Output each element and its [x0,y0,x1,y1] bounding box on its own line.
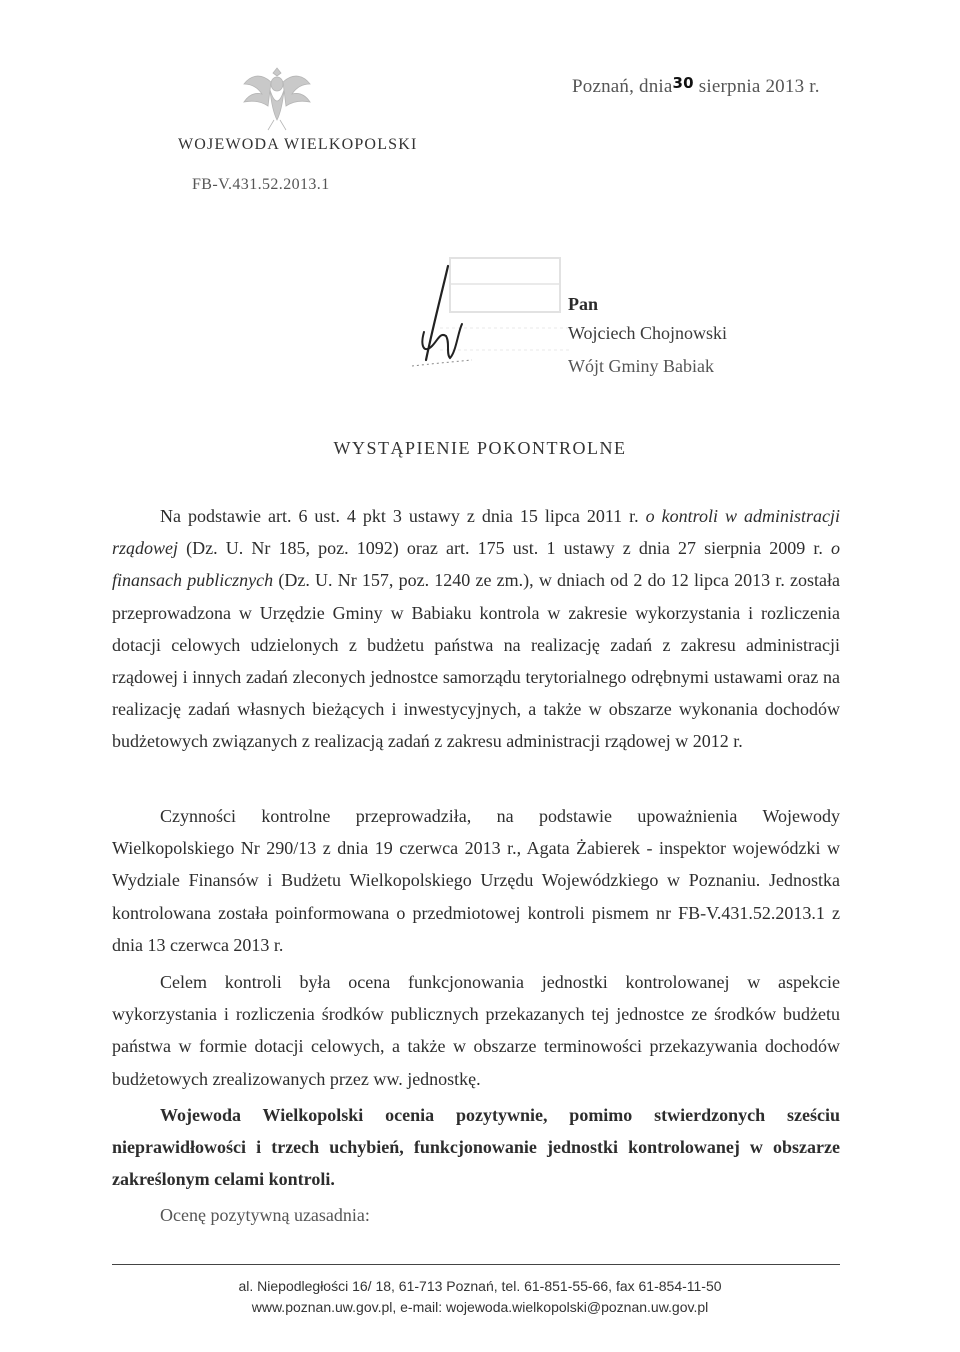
recipient-title: Wójt Gminy Babiak [568,356,714,376]
eagle-emblem-icon [238,62,316,134]
handwritten-initial [406,262,476,372]
handwritten-day: 30 [672,74,694,92]
footer-contact: www.poznan.uw.gov.pl, e-mail: wojewoda.wielkopolski@poznan.uw.gov.pl [251,1299,709,1315]
paragraph-assessment: Wojewoda Wielkopolski ocenia pozytywnie, pomimo stwierdzonych sześciu nieprawidłowości i trzech uchybień, funkcjonowanie jednostki kontrolowanej w obszarze zakreślonym celami kontroli. [112,1105,840,1190]
document-title: WYSTĄPIENIE POKONTROLNE [333,438,627,458]
paragraph-legal-basis: Na podstawie art. 6 ust. 4 pkt 3 ustawy z dnia 15 lipca 2011 r. o kontroli w administracji rządowej (Dz. U. Nr 185, poz. 1092) oraz art. 175 ust. 1 ustawy z dnia 27 sierpnia 2009 r. o finansach publicznych (Dz. U. Nr 157, poz. 1240 ze zm.), w dniach od 2 do 12 lipca 2013 r. została przeprowadzona w Urzędzie Gminy w Babiaku kontrola w zakresie wykorzystania i rozliczenia dotacji celowych udzielonych z budżetu państwa na realizację zadań z zakresu administracji rządowej i innych zadań zleconych jednostce samorządu terytorialnego odrębnymi ustawami oraz na realizację zadań własnych bieżących i inwestycyjnych, a także w obszarze wykonania dochodów budżetowych związanych z realizacją zadań z zakresu administracji rządowej w 2012 r. [112,506,840,752]
recipient-salutation: Pan [568,294,599,314]
issuing-authority: WOJEWODA WIELKOPOLSKI [178,136,418,153]
italic-act-title: o finansach publicznych [112,538,840,591]
footer-divider [112,1264,840,1265]
paragraph-purpose: Celem kontroli była ocena funkcjonowania jednostki kontrolowanej w aspekcie wykorzystania i rozliczenia środków publicznych przekazanych tej jednostce ze środków budżetu państwa w formie dotacji celowych, a także w obszarze terminowości przekazywania dochodów budżetowych zrealizowanych przez ww. jednostkę. [112,972,840,1089]
paragraph-justification-intro: Ocenę pozytywną uzasadnia: [160,1205,370,1225]
reference-number: FB-V.431.52.2013.1 [192,176,330,193]
paragraph-inspector: Czynności kontrolne przeprowadziła, na podstawie upoważnienia Wojewody Wielkopolskiego Nr 290/13 z dnia 19 czerwca 2013 r., Agata Żabierek - inspektor wojewódzki w Wydziale Finansów i Budżetu Wielkopolskiego Urzędu Wojewódzkiego w Poznaniu. Jednostka kontrolowana została poinformowana o przedmiotowej kontroli pismem nr FB-V.431.52.2013.1 z dnia 13 czerwca 2013 r. [112,806,840,955]
footer-address: al. Niepodległości 16/ 18, 61-713 Poznań, tel. 61-851-55-66, fax 61-854-11-50 [238,1278,722,1294]
recipient-name: Wojciech Chojnowski [568,323,728,343]
date-line: Poznań, dnia$^{30}$ sierpnia 2013 r. [572,74,820,97]
italic-act-title: o kontroli w administracji rządowej [112,506,840,559]
